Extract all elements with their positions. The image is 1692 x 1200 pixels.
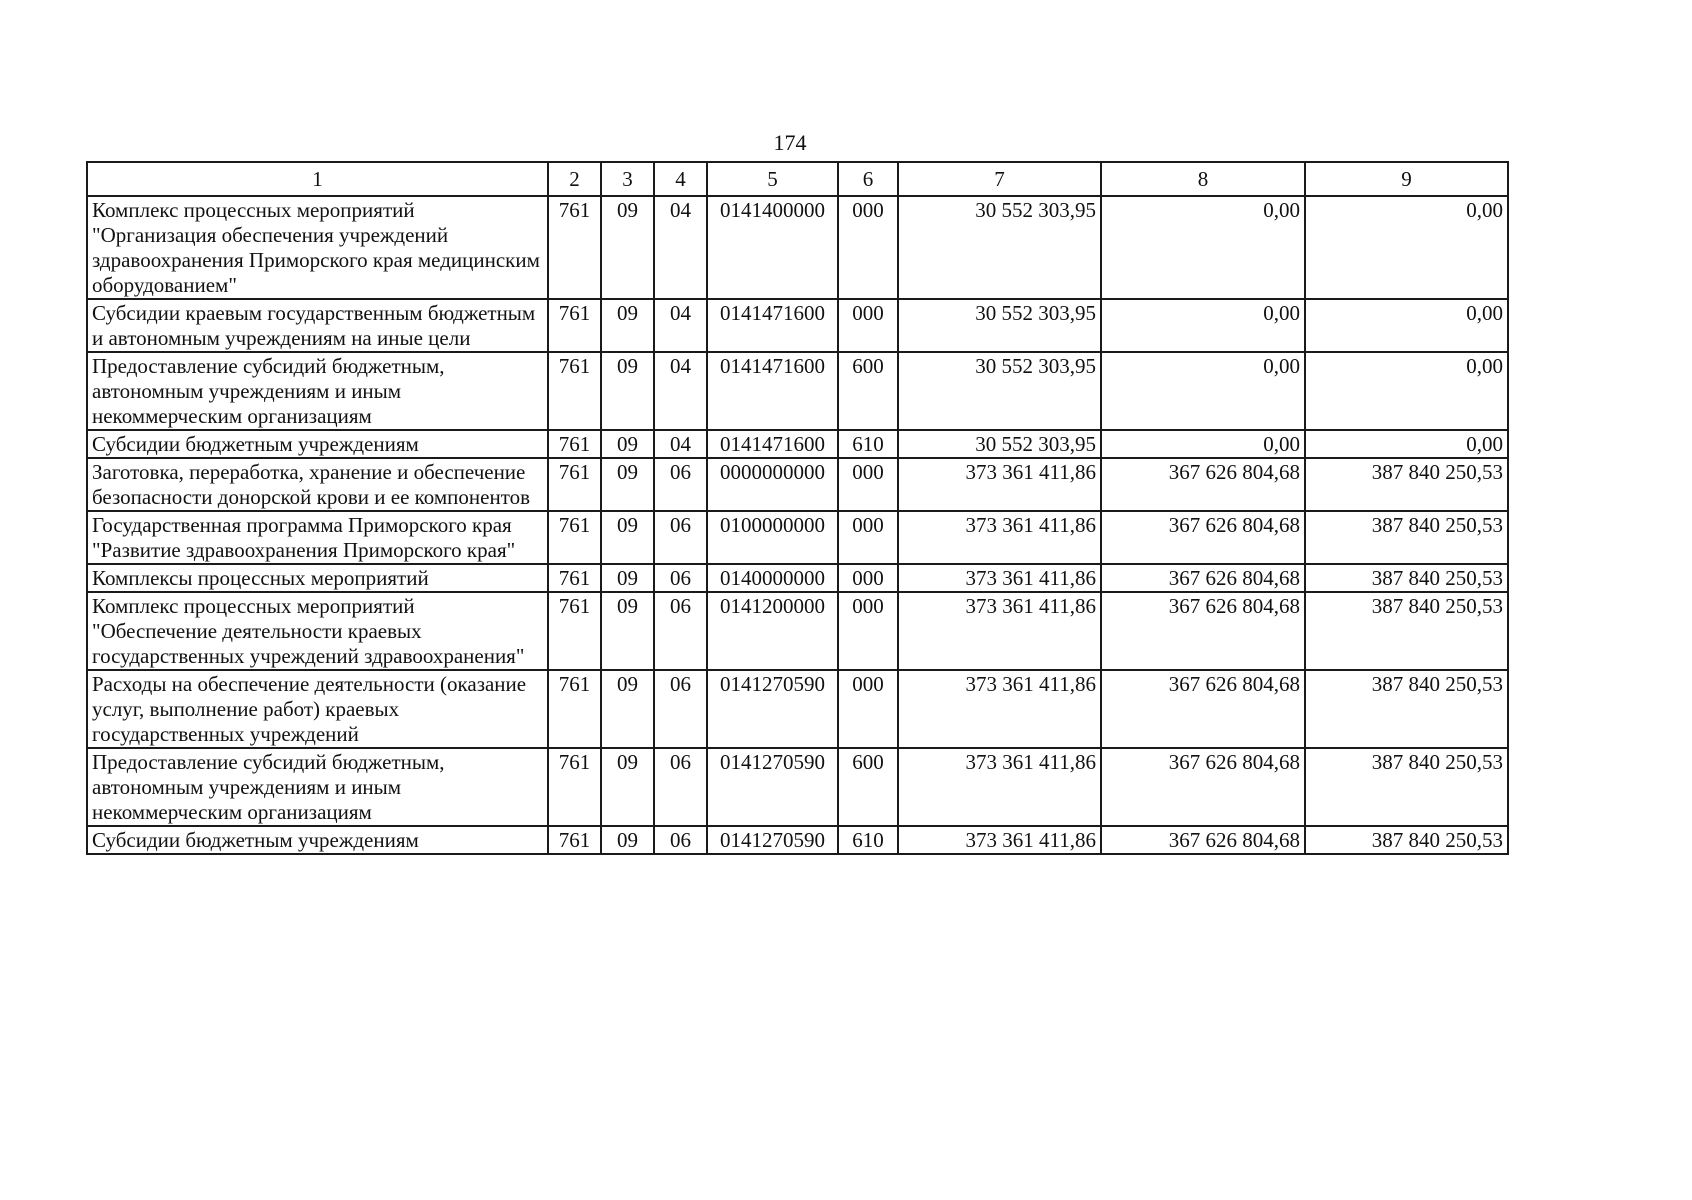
column-header: 7	[898, 162, 1101, 196]
row-amount-8: 367 626 804,68	[1101, 592, 1305, 670]
row-code-6: 610	[838, 826, 898, 854]
row-amount-9: 387 840 250,53	[1305, 826, 1508, 854]
table-row	[87, 826, 1508, 854]
row-code-5: 0141400000	[707, 196, 838, 299]
row-code-6: 600	[838, 352, 898, 430]
row-amount-7: 373 361 411,86	[898, 748, 1101, 826]
row-amount-9: 0,00	[1305, 299, 1508, 352]
row-amount-9: 0,00	[1305, 430, 1508, 458]
row-amount-7: 373 361 411,86	[898, 564, 1101, 592]
row-code-5: 0000000000	[707, 458, 838, 511]
row-code-3: 09	[601, 748, 654, 826]
table-row	[87, 511, 1508, 564]
row-name: Государственная программа Приморского края "Развитие здравоохранения Приморского края"	[87, 511, 548, 564]
row-code-5: 0141471600	[707, 352, 838, 430]
table-row	[87, 458, 1508, 511]
row-amount-7: 30 552 303,95	[898, 196, 1101, 299]
table-row	[87, 564, 1508, 592]
row-code-2: 761	[548, 299, 601, 352]
row-code-6: 000	[838, 458, 898, 511]
row-code-6: 600	[838, 748, 898, 826]
row-code-4: 04	[654, 352, 707, 430]
header-row	[87, 162, 1508, 196]
row-code-2: 761	[548, 430, 601, 458]
row-amount-8: 367 626 804,68	[1101, 511, 1305, 564]
column-header: 1	[87, 162, 548, 196]
row-name: Предоставление субсидий бюджетным, автономным учреждениям и иным некоммерческим организациям	[87, 352, 548, 430]
row-code-5: 0141270590	[707, 670, 838, 748]
row-code-3: 09	[601, 352, 654, 430]
row-code-6: 000	[838, 564, 898, 592]
row-amount-8: 367 626 804,68	[1101, 826, 1305, 854]
row-name: Комплекс процессных мероприятий "Организация обеспечения учреждений здравоохранения Приморского края медицинским оборудованием"	[87, 196, 548, 299]
column-header: 5	[707, 162, 838, 196]
row-code-2: 761	[548, 826, 601, 854]
table-row	[87, 196, 1508, 299]
row-code-2: 761	[548, 511, 601, 564]
page-number: 174	[773, 130, 807, 155]
column-header: 3	[601, 162, 654, 196]
row-amount-8: 367 626 804,68	[1101, 564, 1305, 592]
row-amount-8: 367 626 804,68	[1101, 458, 1305, 511]
row-amount-8: 0,00	[1101, 352, 1305, 430]
row-code-5: 0141270590	[707, 826, 838, 854]
table-row	[87, 670, 1508, 748]
row-code-5: 0141270590	[707, 748, 838, 826]
budget-table	[86, 161, 1509, 855]
row-code-3: 09	[601, 670, 654, 748]
row-name: Заготовка, переработка, хранение и обеспечение безопасности донорской крови и ее компонентов	[87, 458, 548, 511]
row-code-5: 0141471600	[707, 299, 838, 352]
row-code-3: 09	[601, 430, 654, 458]
table-row	[87, 430, 1508, 458]
row-amount-7: 373 361 411,86	[898, 670, 1101, 748]
row-amount-8: 0,00	[1101, 196, 1305, 299]
row-code-6: 000	[838, 511, 898, 564]
row-code-2: 761	[548, 352, 601, 430]
row-amount-8: 0,00	[1101, 430, 1305, 458]
row-code-4: 06	[654, 826, 707, 854]
row-code-6: 610	[838, 430, 898, 458]
row-code-4: 04	[654, 430, 707, 458]
row-code-2: 761	[548, 196, 601, 299]
row-code-2: 761	[548, 592, 601, 670]
row-name: Предоставление субсидий бюджетным, автономным учреждениям и иным некоммерческим организациям	[87, 748, 548, 826]
column-header: 6	[838, 162, 898, 196]
row-amount-9: 387 840 250,53	[1305, 458, 1508, 511]
row-amount-8: 367 626 804,68	[1101, 670, 1305, 748]
row-amount-7: 30 552 303,95	[898, 299, 1101, 352]
table-row	[87, 299, 1508, 352]
row-code-5: 0100000000	[707, 511, 838, 564]
table-body	[87, 196, 1508, 854]
row-name: Комплекс процессных мероприятий "Обеспечение деятельности краевых государственных учреждений здравоохранения"	[87, 592, 548, 670]
row-code-4: 06	[654, 511, 707, 564]
row-name: Субсидии бюджетным учреждениям	[87, 826, 548, 854]
row-amount-9: 387 840 250,53	[1305, 670, 1508, 748]
column-header: 2	[548, 162, 601, 196]
row-code-3: 09	[601, 458, 654, 511]
row-amount-9: 387 840 250,53	[1305, 748, 1508, 826]
row-amount-9: 0,00	[1305, 352, 1508, 430]
row-amount-7: 373 361 411,86	[898, 458, 1101, 511]
row-code-5: 0140000000	[707, 564, 838, 592]
row-code-4: 04	[654, 196, 707, 299]
row-code-3: 09	[601, 511, 654, 564]
row-amount-7: 373 361 411,86	[898, 826, 1101, 854]
row-code-3: 09	[601, 826, 654, 854]
row-code-3: 09	[601, 196, 654, 299]
column-header: 9	[1305, 162, 1508, 196]
row-code-6: 000	[838, 196, 898, 299]
row-code-4: 06	[654, 670, 707, 748]
row-code-4: 06	[654, 592, 707, 670]
column-header: 4	[654, 162, 707, 196]
row-name: Субсидии краевым государственным бюджетным и автономным учреждениям на иные цели	[87, 299, 548, 352]
row-code-4: 06	[654, 748, 707, 826]
row-code-6: 000	[838, 592, 898, 670]
row-code-5: 0141200000	[707, 592, 838, 670]
table-row	[87, 748, 1508, 826]
row-code-3: 09	[601, 564, 654, 592]
table-row	[87, 592, 1508, 670]
row-code-2: 761	[548, 670, 601, 748]
row-code-3: 09	[601, 299, 654, 352]
row-code-6: 000	[838, 299, 898, 352]
row-code-4: 06	[654, 564, 707, 592]
row-code-3: 09	[601, 592, 654, 670]
row-amount-9: 387 840 250,53	[1305, 592, 1508, 670]
row-amount-7: 30 552 303,95	[898, 352, 1101, 430]
column-header: 8	[1101, 162, 1305, 196]
row-name: Субсидии бюджетным учреждениям	[87, 430, 548, 458]
row-amount-7: 30 552 303,95	[898, 430, 1101, 458]
row-amount-9: 387 840 250,53	[1305, 511, 1508, 564]
row-code-2: 761	[548, 748, 601, 826]
row-amount-7: 373 361 411,86	[898, 511, 1101, 564]
row-amount-9: 387 840 250,53	[1305, 564, 1508, 592]
row-name: Комплексы процессных мероприятий	[87, 564, 548, 592]
row-code-4: 04	[654, 299, 707, 352]
row-code-6: 000	[838, 670, 898, 748]
row-amount-8: 0,00	[1101, 299, 1305, 352]
row-code-2: 761	[548, 564, 601, 592]
row-amount-8: 367 626 804,68	[1101, 748, 1305, 826]
row-code-5: 0141471600	[707, 430, 838, 458]
row-code-4: 06	[654, 458, 707, 511]
row-name: Расходы на обеспечение деятельности (оказание услуг, выполнение работ) краевых государственных учреждений	[87, 670, 548, 748]
row-amount-7: 373 361 411,86	[898, 592, 1101, 670]
row-amount-9: 0,00	[1305, 196, 1508, 299]
row-code-2: 761	[548, 458, 601, 511]
table-row	[87, 352, 1508, 430]
